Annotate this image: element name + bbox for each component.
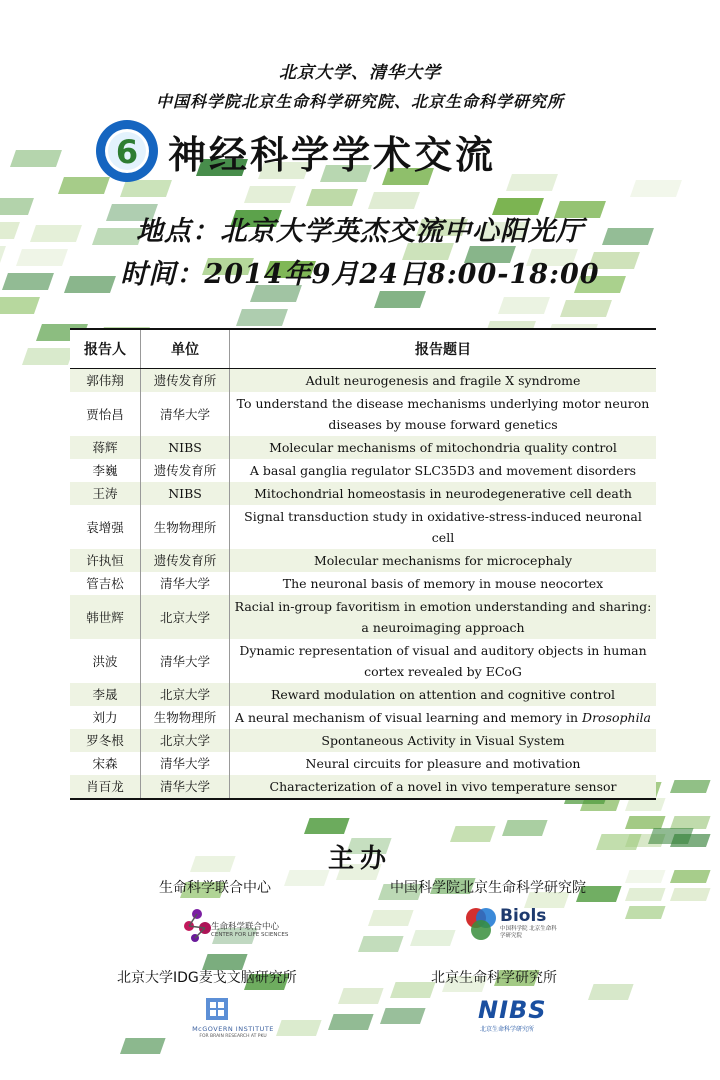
talk-title-text: The neuronal basis of memory in mouse neocortex [282, 576, 604, 591]
talk-title-text: Neural circuits for pleasure and motivation [305, 756, 581, 771]
organizers-line-2: 中国科学院北京生命科学研究院、北京生命科学研究所 [155, 92, 564, 111]
speaker-unit: 清华大学 [141, 572, 230, 595]
speaker-unit: 清华大学 [141, 775, 230, 799]
talk-title-text: Dynamic representation of visual and auditory objects in human cortex revealed by ECoG [239, 643, 647, 679]
table-row [70, 775, 656, 799]
mcgovern-logo-sub: FOR BRAIN RESEARCH AT PKU [199, 1034, 267, 1039]
speaker-unit: 生物物理所 [141, 706, 230, 729]
hosts-title: 主办 [327, 844, 392, 874]
table-row [70, 572, 656, 595]
talk-title-text: A basal ganglia regulator SLC35D3 and movement disorders [249, 463, 637, 478]
header-speaker: 报告人 [70, 329, 141, 369]
talk-title [230, 706, 657, 729]
table-row [70, 369, 656, 393]
talk-title-text: Signal transduction study in oxidative-stress-induced neuronal cell [244, 509, 642, 545]
table-row [70, 595, 656, 639]
table-row [70, 505, 656, 549]
talk-title-text: Racial in-group favoritism in emotion understanding and sharing: a neuroimaging approach [234, 599, 652, 635]
nibs-logo-sub: 北京生命科学研究所 [480, 1026, 535, 1033]
table-row [70, 706, 656, 729]
clsc-logo-en: CENTER FOR LIFE SCIENCES [211, 932, 289, 938]
event-venue: 地点：北京大学英杰交流中心阳光厅 [136, 216, 584, 247]
speaker-unit: NIBS [141, 436, 230, 459]
talk-title [230, 572, 657, 595]
talk-title [230, 752, 657, 775]
talk-title-species: Drosophila [582, 710, 652, 725]
logo-numeral: 6 [115, 133, 139, 171]
host-name-3: 北京大学IDG麦戈文脑研究所 [117, 970, 297, 986]
speaker-name: 许执恒 [70, 549, 141, 572]
clsc-logo-cn: 生命科学联合中心 [211, 922, 280, 932]
speaker-name: 罗冬根 [70, 729, 141, 752]
speaker-name: 王涛 [70, 482, 141, 505]
talk-title-text: To understand the disease mechanisms underlying motor neuron diseases by mouse forward genetics [236, 396, 650, 432]
speaker-unit: 北京大学 [141, 729, 230, 752]
event-time: 时间：2014年9月24日8:00-18:00 [120, 259, 600, 290]
talk-title [230, 369, 657, 393]
table-row [70, 729, 656, 752]
table-header-row [70, 329, 656, 369]
mcgovern-emblem-icon [206, 998, 228, 1020]
talk-title [230, 595, 657, 639]
speaker-unit: 清华大学 [141, 639, 230, 683]
talk-title-text: A neural mechanism of visual learning and memory in [234, 710, 579, 725]
nibs-logo-text: NIBS [478, 996, 547, 1024]
talk-title-text: Molecular mechanisms for microcephaly [313, 553, 573, 568]
molecule-icon [183, 908, 213, 944]
speaker-name: 刘力 [70, 706, 141, 729]
speaker-name: 蒋辉 [70, 436, 141, 459]
table-row [70, 392, 656, 436]
speaker-unit: 清华大学 [141, 752, 230, 775]
mcgovern-institute-logo [178, 998, 288, 1042]
talk-title [230, 549, 657, 572]
speaker-unit: 北京大学 [141, 595, 230, 639]
talk-title [230, 639, 657, 683]
speaker-schedule-table [70, 328, 656, 800]
host-name-1: 生命科学联合中心 [159, 880, 271, 896]
biols-logo [464, 904, 564, 950]
forum-logo-icon [95, 119, 159, 183]
talk-title [230, 775, 657, 799]
page-title: 神经科学学术交流 [168, 132, 497, 177]
table-row [70, 639, 656, 683]
host-name-2: 中国科学院北京生命科学研究院 [390, 880, 586, 896]
header-unit: 单位 [141, 329, 230, 369]
biols-logo-text: Biols [500, 906, 547, 926]
talk-title [230, 459, 657, 482]
talk-title [230, 436, 657, 459]
speaker-unit: 遗传发育所 [141, 369, 230, 393]
talk-title [230, 482, 657, 505]
table-row [70, 683, 656, 706]
mcgovern-logo-text: McGOVERN INSTITUTE [192, 1025, 274, 1033]
table-row [70, 482, 656, 505]
speaker-name: 管吉松 [70, 572, 141, 595]
talk-title [230, 729, 657, 752]
talk-title [230, 392, 657, 436]
speaker-unit: NIBS [141, 482, 230, 505]
speaker-name: 袁增强 [70, 505, 141, 549]
talk-title-text: Spontaneous Activity in Visual System [321, 733, 565, 748]
table-row [70, 436, 656, 459]
talk-title-text: Mitochondrial homeostasis in neurodegenerative cell death [254, 486, 632, 501]
nibs-logo [478, 996, 568, 1036]
table-row [70, 549, 656, 572]
speaker-unit: 遗传发育所 [141, 459, 230, 482]
speaker-unit: 北京大学 [141, 683, 230, 706]
center-for-life-sciences-logo [183, 906, 293, 946]
speaker-name: 李晟 [70, 683, 141, 706]
speaker-unit: 生物物理所 [141, 505, 230, 549]
speaker-name: 宋森 [70, 752, 141, 775]
speaker-name: 肖百龙 [70, 775, 141, 799]
speaker-name: 贾怡昌 [70, 392, 141, 436]
table-row [70, 752, 656, 775]
header-title: 报告题目 [230, 329, 657, 369]
talk-title [230, 505, 657, 549]
talk-title-text: Reward modulation on attention and cognitive control [270, 687, 616, 702]
speaker-unit: 清华大学 [141, 392, 230, 436]
talk-title-text: Adult neurogenesis and fragile X syndrome [305, 373, 581, 388]
talk-title [230, 683, 657, 706]
speaker-name: 韩世辉 [70, 595, 141, 639]
host-name-4: 北京生命科学研究所 [431, 970, 557, 986]
talk-title-text: Characterization of a novel in vivo temperature sensor [269, 779, 617, 794]
speaker-name: 洪波 [70, 639, 141, 683]
speaker-unit: 遗传发育所 [141, 549, 230, 572]
biols-emblem-icon [464, 904, 498, 944]
talk-title-text: Molecular mechanisms of mitochondria quality control [269, 440, 617, 455]
speaker-name: 李巍 [70, 459, 141, 482]
table-row [70, 459, 656, 482]
organizers-line-1: 北京大学、清华大学 [279, 63, 441, 83]
biols-logo-sub: 中国科学院 北京生命科学研究院 [500, 926, 557, 939]
speaker-name: 郭伟翔 [70, 369, 141, 393]
